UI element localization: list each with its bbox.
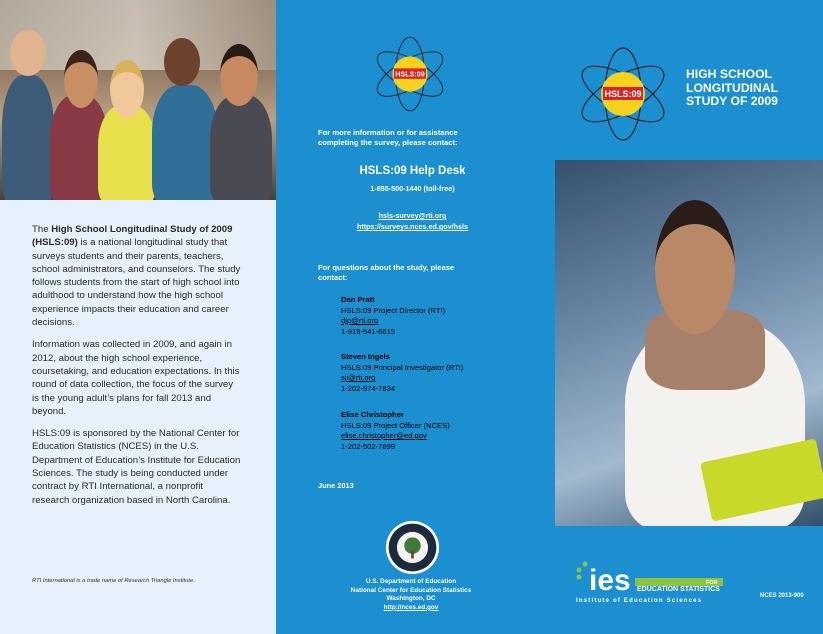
ies-logo-icon: [573, 560, 763, 605]
contact-role: HSLS:09 Principal Investigator (RTI): [341, 362, 464, 372]
contact-card: [341, 295, 445, 337]
ies-national: NATIONAL CENTER: [637, 580, 690, 587]
contact-name: Steven Ingels: [341, 352, 390, 361]
intro-text: [32, 223, 242, 516]
student-head: [110, 60, 144, 118]
ies-institute: Institute of Education Sciences: [576, 598, 703, 604]
ies-letters: ies: [589, 564, 631, 597]
help-desk-title: HSLS:09 Help Desk: [359, 165, 466, 177]
hsls-logo-large-icon: [573, 44, 673, 144]
contact-phone: 1-919-541-6615: [341, 326, 396, 336]
department-seal-icon: [385, 520, 440, 575]
contact-phone: 1-202-974-7834: [341, 383, 396, 393]
nces-number: NCES 2013-900: [760, 593, 804, 599]
ies-for: FOR: [706, 580, 718, 586]
contact-role: HSLS:09 Project Director (RTI): [341, 305, 446, 315]
left-panel: [0, 0, 276, 634]
student-head: [220, 44, 258, 106]
contact-card: [341, 352, 463, 394]
ies-logo: [573, 560, 763, 610]
student-head: [164, 38, 200, 86]
student-figure: [152, 85, 218, 200]
page-title: HIGH SCHOOL LONGITUDINAL STUDY OF 2009: [686, 67, 778, 108]
department-footer: [316, 578, 506, 612]
ies-center: EDUCATION STATISTICS: [637, 586, 720, 593]
help-desk-url[interactable]: https://surveys.nces.ed.gov/hsls: [356, 222, 469, 231]
student-head: [64, 50, 98, 108]
help-desk-email[interactable]: hsls-survey@rti.org: [378, 211, 447, 220]
contact-name: Dan Pratt: [341, 295, 375, 304]
contact-phone: 1-202-502-7899: [341, 441, 396, 451]
study-name: High School Longitudinal Study of 2009 (HSLS:09): [32, 224, 233, 249]
intro-paragraph-2: Information was collected in 2009, and again in 2012, about the high school experience, coursetaking, and education expectations. In this round of data collection, the focus of the survey is the young adult’s plans for fall 2013 and beyond.: [32, 339, 240, 417]
footer-url[interactable]: http://nces.ed.gov: [383, 603, 439, 611]
student-head: [10, 30, 46, 76]
intro-prefix: The: [32, 224, 52, 235]
study-questions-label: For questions about the study, please contact:: [318, 263, 455, 282]
student-portrait-photo: [555, 160, 823, 526]
intro-paragraph-1: [32, 223, 242, 329]
trademark-note: RTI International is a trade name of Research Triangle Institute.: [32, 578, 195, 584]
student-head: [655, 200, 735, 334]
contact-email[interactable]: sji@rti.org: [341, 373, 376, 382]
contact-email[interactable]: elise.christopher@ed.gov: [341, 431, 427, 440]
logo-large-text: HSLS:09: [604, 89, 642, 99]
contact-email[interactable]: djp@rti.org: [341, 316, 379, 325]
contact-role: HSLS:09 Project Officer (NCES): [341, 420, 450, 430]
student-figure: [2, 75, 54, 200]
contact-intro: For more information or for assistance completing the survey, please contact:: [318, 128, 458, 147]
student-figure: [98, 105, 156, 200]
help-desk-phone: 1-855-500-1440 (toll-free): [370, 184, 455, 193]
intro-paragraph-3: HSLS:09 is sponsored by the National Center for Education Statistics (NCES) in the U.S. Department of Education’s Institute for Education Sciences. The study is being conducted under contract by RTI International, a nonprofit research organization based in North Carolina.: [32, 428, 241, 506]
logo-text: HSLS:09: [395, 69, 425, 79]
students-group-photo: [0, 0, 276, 200]
intro-body: is a national longitudinal study that surveys students and their parents, teachers, school administrators, and counselors. The study follows students from the start of high school into adulthood to understand how the high school experience impacts their education and career decisions.: [32, 237, 241, 329]
footer-line-2: National Center for Education Statistics: [350, 586, 472, 594]
footer-line-3: Washington, DC: [386, 595, 436, 603]
contact-card: [341, 410, 450, 452]
student-figure: [210, 95, 272, 200]
publication-date: June 2013: [318, 481, 354, 490]
hsls-logo-icon: [370, 34, 450, 114]
contact-name: Elise Christopher: [341, 410, 404, 419]
footer-line-1: U.S. Department of Education: [365, 578, 457, 585]
